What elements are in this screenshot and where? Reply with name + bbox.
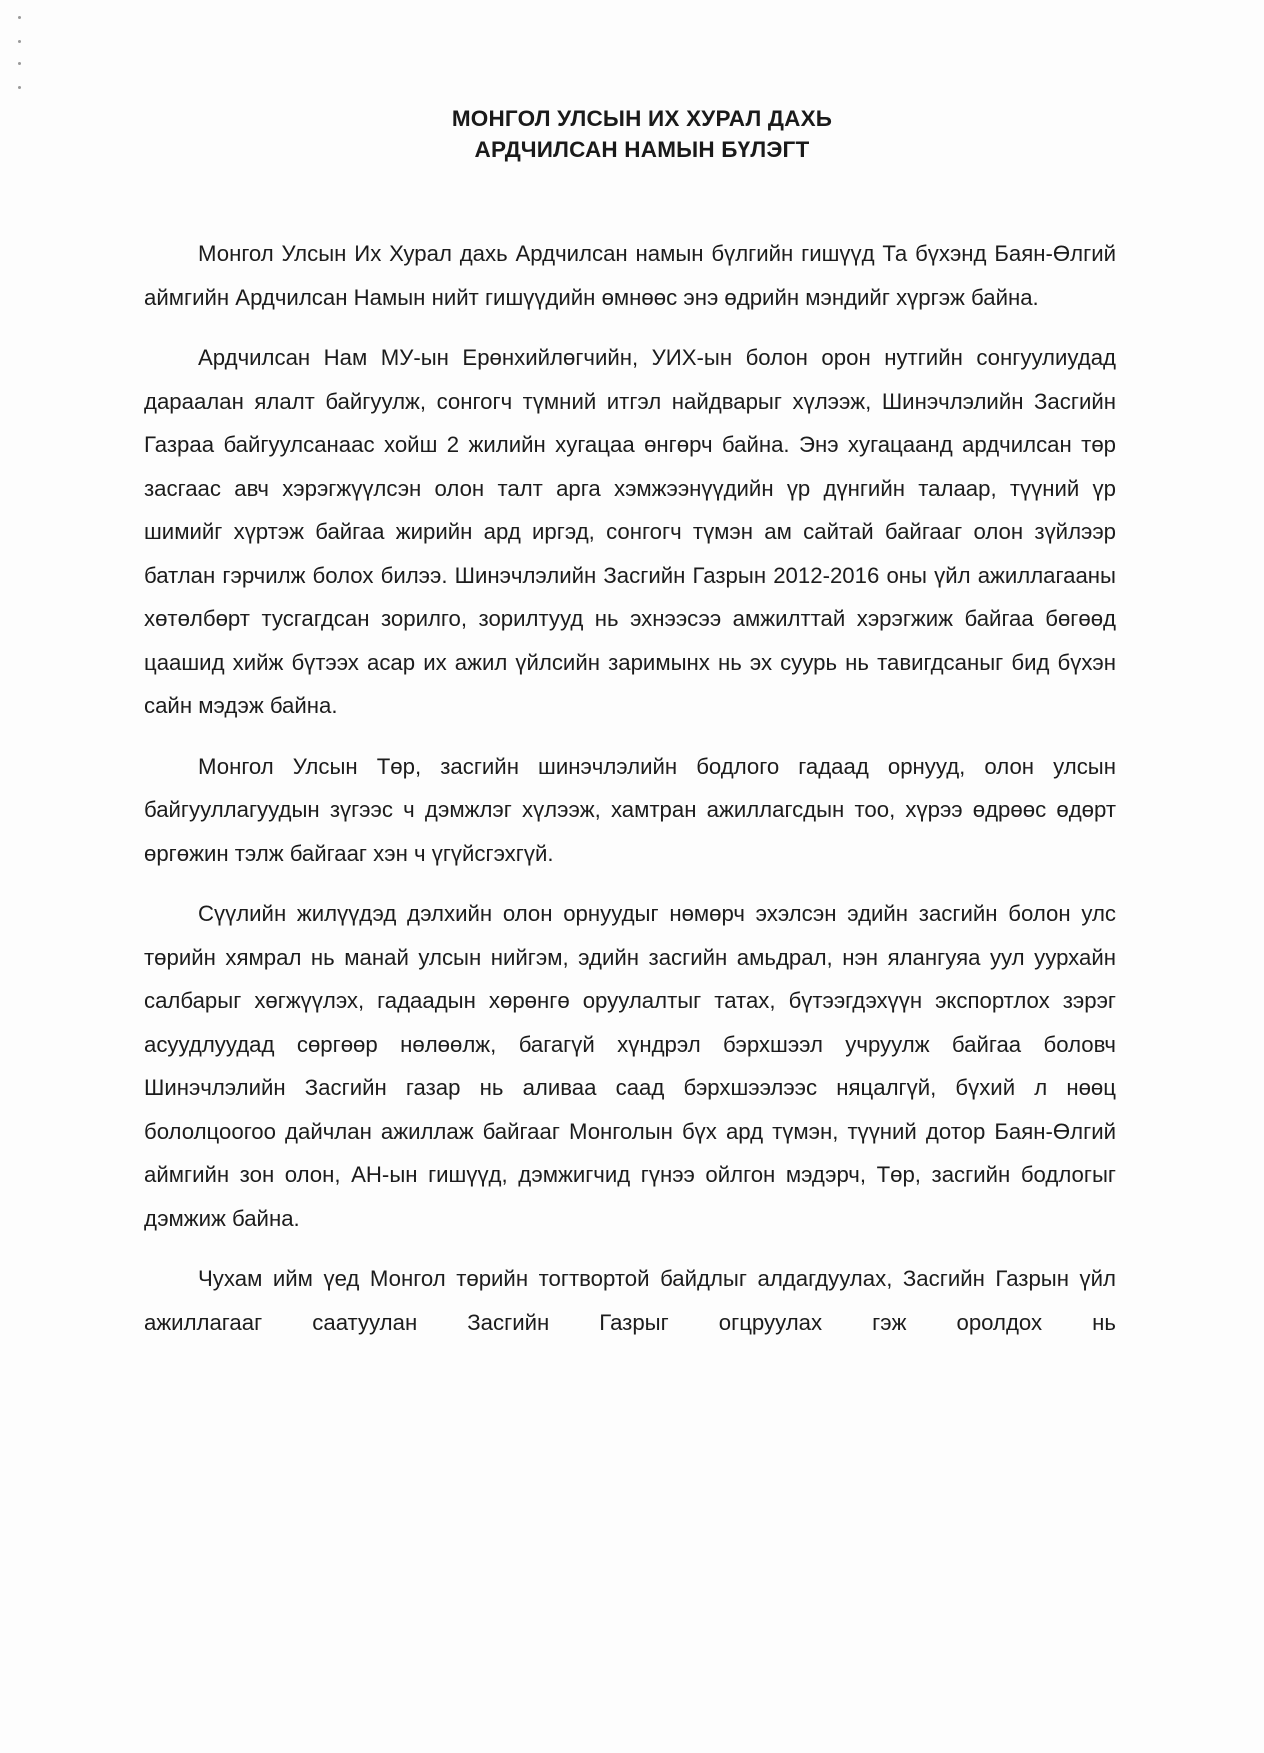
header-line-2: АРДЧИЛСАН НАМЫН БҮЛЭГТ bbox=[474, 137, 810, 162]
scan-punch-marks bbox=[14, 10, 24, 100]
document-body bbox=[144, 232, 1116, 1344]
header-line-1: МОНГОЛ УЛСЫН ИХ ХУРАЛ ДАХЬ bbox=[451, 106, 833, 131]
paragraph-current-situation: Чухам ийм үед Монгол төрийн тогтвортой байдлыг алдагдуулах, Засгийн Газрын үйл ажиллагааг саатуулан Засгийн Газрыг огцруулах гэж оролдох нь bbox=[144, 1266, 1116, 1335]
paragraph-international-support: Монгол Улсын Төр, засгийн шинэчлэлийн бодлого гадаад орнууд, олон улсын байгууллагуудын зүгээс ч дэмжлэг хүлээж, хамтран ажиллагсдын тоо, хүрээ өдрөөс өдөрт өргөжин тэлж байгааг хэн ч үгүйсгэхгүй. bbox=[144, 753, 1116, 866]
document-header bbox=[0, 103, 1264, 165]
paragraph-achievements: Ардчилсан Нам МУ-ын Ерөнхийлөгчийн, УИХ-ын болон орон нутгийн сонгуулиудад дараалан ялалт байгуулж, сонгогч түмний итгэл найдварыг хүлээж, Шинэчлэлийн Засгийн Газраа байгуулсанаас хойш 2 жилийн хугацаа өнгөрч байна. Энэ хугацаанд ардчилсан төр засгаас авч хэрэгжүүлсэн олон талт арга хэмжээнүүдийн үр дүнгийн талаар, түүний үр шимийг хүртэж байгаа жирийн ард иргэд, сонгогч түмэн ам сайтай байгааг олон зүйлээр батлан гэрчилж болох билээ. Шинэчлэлийн Засгийн Газрын 2012-2016 оны үйл ажиллагааны хөтөлбөрт тусгагдсан зорилго, зорилтууд нь эхнээсээ амжилттай хэрэгжиж байгаа бөгөөд цаашид хийж бүтээх асар их ажил үйлсийн заримынх нь эх суурь нь тавигдсаныг бид бүхэн сайн мэдэж байна. bbox=[144, 345, 1116, 718]
paragraph-greeting: Монгол Улсын Их Хурал дахь Ардчилсан намын бүлгийн гишүүд Та бүхэнд Баян-Өлгий аймгийн Ардчилсан Намын нийт гишүүдийн өмнөөс энэ өдрийн мэндийг хүргэж байна. bbox=[144, 241, 1116, 310]
paragraph-economic-crisis: Сүүлийн жилүүдэд дэлхийн олон орнуудыг нөмөрч эхэлсэн эдийн засгийн болон улс төрийн хямрал нь манай улсын нийгэм, эдийн засгийн амьдрал, нэн ялангуяа уул уурхайн салбарыг хөгжүүлэх, гадаадын хөрөнгө оруулалтыг татах, бүтээгдэхүүн экспортлох зэрэг асуудлуудад сөргөөр нөлөөлж, багагүй хүндрэл бэрхшээл учруулж байгаа боловч Шинэчлэлийн Засгийн газар нь аливаа саад бэрхшээлээс няцалгүй, бүхий л нөөц бололцоогоо дайчлан ажиллаж байгааг Монголын бүх ард түмэн, түүний дотор Баян-Өлгий аймгийн зон олон, АН-ын гишүүд, дэмжигчид гүнээ ойлгон мэдэрч, Төр, засгийн бодлогыг дэмжиж байна. bbox=[144, 901, 1116, 1231]
